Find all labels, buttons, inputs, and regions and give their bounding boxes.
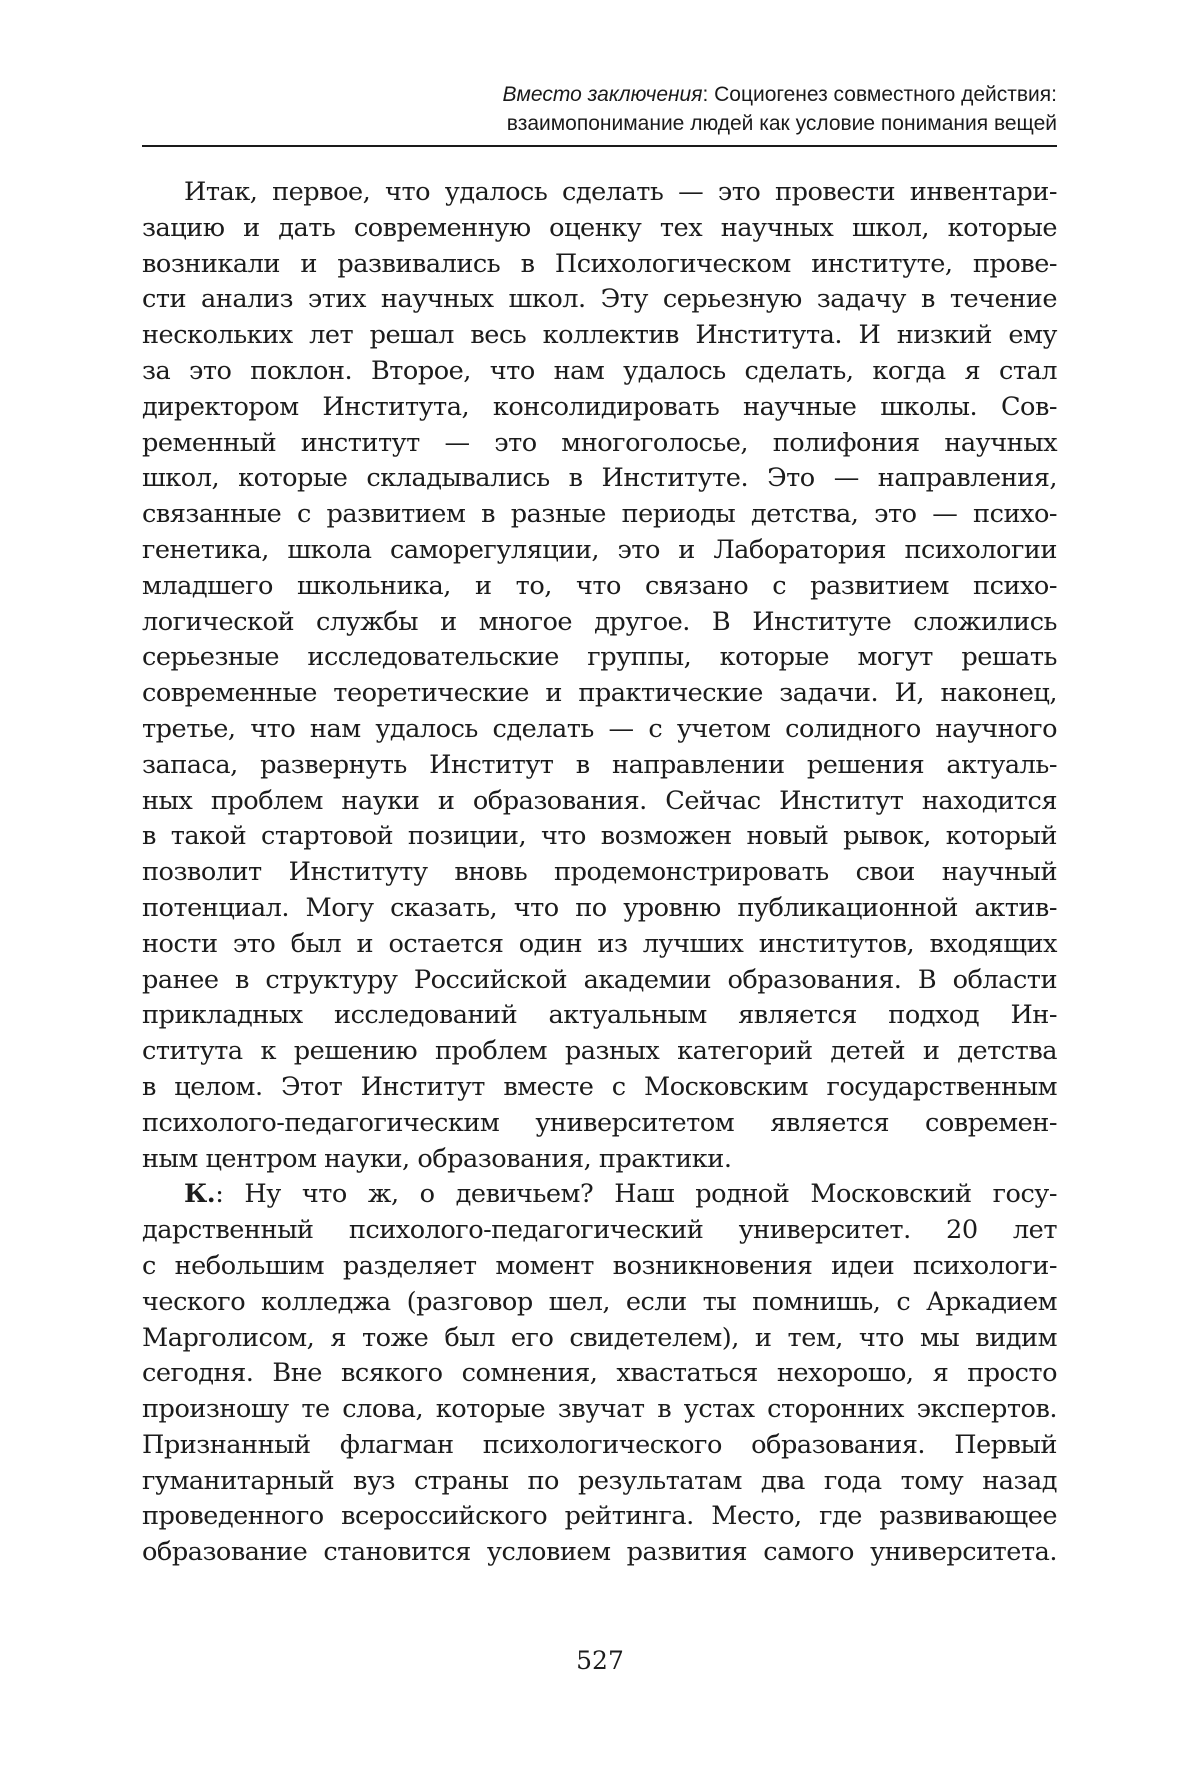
paragraph-line: ранее в структуру Российской академии образования. В области (142, 964, 1057, 995)
paragraph-line: нескольких лет решал весь коллектив Института. И низкий ему (142, 320, 1057, 351)
paragraph-line: ности это был и остается один из лучших институтов, входящих (142, 928, 1057, 959)
paragraph-line (142, 1177, 1057, 1213)
paragraph-line: современные теоретические и практические задачи. И, наконец, (142, 678, 1057, 709)
paragraph-line: генетика, школа саморегуляции, это и Лаборатория психологии (142, 534, 1057, 565)
header-divider (142, 145, 1057, 147)
paragraph-line: образование становится условием развития самого университета. (142, 1537, 1057, 1568)
paragraph-line: потенциал. Могу сказать, что по уровню публикационной актив- (142, 892, 1057, 923)
paragraph-line: логической службы и многое другое. В Институте сложились (142, 606, 1057, 637)
paragraph-line: третье, что нам удалось сделать — с учетом солидного научного (142, 713, 1057, 744)
paragraph-line: запаса, развернуть Институт в направлении решения актуаль- (142, 749, 1057, 780)
paragraph-line: Итак, первое, что удалось сделать — это провести инвентари- (184, 177, 1057, 207)
running-header-line-2: взаимопонимание людей как условие понимания вещей (506, 112, 1057, 135)
running-header (142, 80, 1057, 138)
paragraph-line: в целом. Этот Институт вместе с Московским государственным (142, 1071, 1057, 1102)
paragraph-line: ных проблем науки и образования. Сейчас Институт находится (142, 785, 1057, 816)
paragraph-line: зацию и дать современную оценку тех научных школ, которые (142, 212, 1057, 243)
paragraph-line: прикладных исследований актуальным является подход Ин- (142, 1000, 1057, 1031)
running-header-section: Вместо заключения (502, 83, 703, 106)
paragraph-line: возникали и развивались в Психологическом институте, прове- (142, 248, 1057, 279)
paragraph-line: младшего школьника, и то, что связано с развитием психо- (142, 570, 1057, 601)
paragraph-line: позволит Институту вновь продемонстрировать свои научный (142, 857, 1057, 888)
paragraph-line: с небольшим разделяет момент возникновения идеи психологи- (142, 1250, 1057, 1281)
paragraph-line: гуманитарный вуз страны по результатам два года тому назад (142, 1465, 1057, 1496)
paragraph-line: связанные с развитием в разные периоды детства, это — психо- (142, 499, 1057, 530)
page-body (142, 175, 1057, 1571)
page-number: 527 (576, 1646, 624, 1675)
paragraph-line: ческого колледжа (разговор шел, если ты помнишь, с Аркадием (142, 1286, 1057, 1317)
paragraph-line: ременный институт — это многоголосье, полифония научных (142, 427, 1057, 458)
speaker-text: : Ну что ж, о девичьем? Наш родной Московский госу- (215, 1179, 1057, 1210)
paragraph-line: за это поклон. Второе, что нам удалось сделать, когда я стал (142, 355, 1057, 386)
running-header-line-1 (142, 80, 1057, 109)
paragraph-line: сти анализ этих научных школ. Эту серьезную задачу в течение (142, 284, 1057, 315)
paragraph-line: проведенного всероссийского рейтинга. Место, где развивающее (142, 1501, 1057, 1532)
paragraph-line: серьезные исследовательские группы, которые могут решать (142, 642, 1057, 673)
paragraph-line: школ, которые складывались в Институте. Это — направления, (142, 463, 1057, 494)
paragraph-2 (142, 1177, 1057, 1571)
speaker-label: К. (184, 1179, 216, 1210)
paragraph-line: произношу те слова, которые звучат в устах сторонних экспертов. (142, 1394, 1057, 1425)
paragraph-line: Признанный флагман психологического образования. Первый (142, 1429, 1057, 1460)
paragraph-line: ститута к решению проблем разных категорий детей и детства (142, 1036, 1057, 1067)
running-header-title: : Социогенез совместного действия: (702, 83, 1057, 106)
paragraph-line: Марголисом, я тоже был его свидетелем), и тем, что мы видим (142, 1322, 1057, 1353)
paragraph-line: в такой стартовой позиции, что возможен новый рывок, который (142, 821, 1057, 852)
paragraph-line: директором Института, консолидировать научные школы. Сов- (142, 391, 1057, 422)
paragraph-line: ным центром науки, образования, практики. (142, 1143, 732, 1174)
paragraph-line: сегодня. Вне всякого сомнения, хвастаться нехорошо, я просто (142, 1358, 1057, 1389)
paragraph-1 (142, 175, 1057, 1177)
paragraph-line: дарственный психолого-педагогический университет. 20 лет (142, 1215, 1057, 1246)
paragraph-line: психолого-педагогическим университетом является современ- (142, 1107, 1057, 1138)
